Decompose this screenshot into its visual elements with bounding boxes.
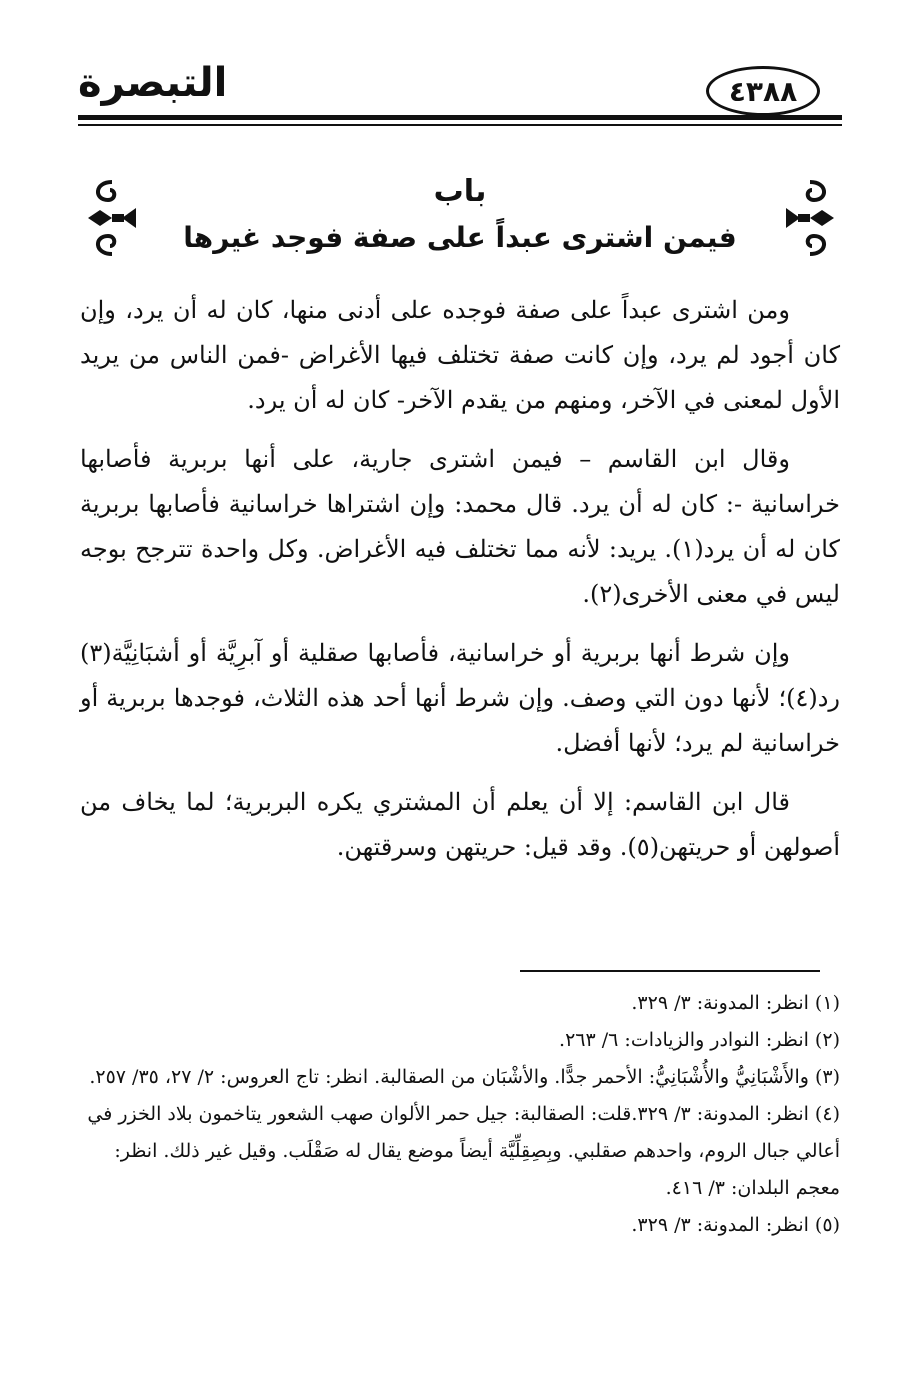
header-rule-thin xyxy=(78,124,842,126)
header-rule xyxy=(78,115,842,120)
chapter-label: باب xyxy=(433,174,487,209)
footnote: (٥) انظر: المدونة: ٣/ ٣٢٩. xyxy=(631,1214,840,1236)
book-title: التبصرة xyxy=(78,60,228,106)
paragraph: ومن اشترى عبداً على صفة فوجده على أدنى منها، كان له أن يرد، وإن كان أجود لم يرد، وإن كانت صفة تختلف فيها الأغراض -فمن الناس من يريد الأول لمعنى في الآخر، ومنهم من يقدم الآخر- كان له أن يرد. xyxy=(80,296,841,414)
paragraph: وإن شرط أنها بربرية أو خراسانية، فأصابها صقلية أو آبرِيَّة أو أشبَانِيَّة(٣) رد(٤)؛ لأنها دون التي وصف. وإن شرط أنها أحد هذه الثلاث، فوجدها بربرية أو خراسانية لم يرد؛ لأنها أفضل. xyxy=(80,639,840,757)
page-number: ٤٣٨٨ xyxy=(706,66,820,116)
page-header xyxy=(78,60,842,130)
footnote: (٣) والأَشْبَانِيُّ والأُشْبَانِيُّ: الأحمر جدًّا. والأشْبَان من الصقالبة. انظر: تاج العروس: ٢/ ٢٧، ٣٥/ ٢٥٧. xyxy=(89,1066,840,1088)
chapter-title: فيمن اشترى عبداً على صفة فوجد غيرها xyxy=(183,221,737,254)
paragraph: قال ابن القاسم: إلا أن يعلم أن المشتري يكره البربرية؛ لما يخاف من أصولهن أو حريتهن(٥). وقد قيل: حريتهن وسرقتهن. xyxy=(80,788,840,861)
footnote-separator xyxy=(520,970,820,972)
footnotes xyxy=(80,985,840,1244)
footnote: (٤) انظر: المدونة: ٣/ ٣٢٩.قلت: الصقالبة: جيل حمر الألوان صهب الشعور يتاخمون بلاد الخزر في أعالي جبال الروم، واحدهم صقلبي. وبِصِقِلِّيَّة أيضاً موضع يقال له صَقْلَب. وقيل غير ذلك. انظر: معجم البلدان: ٣/ ٤١٦. xyxy=(87,1103,840,1199)
paragraph: وقال ابن القاسم – فيمن اشترى جارية، على أنها بربرية فأصابها خراسانية -: كان له أن يرد. قال محمد: وإن اشتراها خراسانية فأصابها بربرية كان له أن يرد(١). يريد: لأنه مما تختلف فيه الأغراض. وكل واحدة تترجح بوجه ليس في معنى الأخرى(٢). xyxy=(80,445,840,608)
ornament-icon xyxy=(780,178,840,258)
chapter-heading xyxy=(150,170,770,262)
ornament-icon xyxy=(82,178,142,258)
main-text xyxy=(80,288,840,884)
footnote: (١) انظر: المدونة: ٣/ ٣٢٩. xyxy=(631,992,840,1014)
footnote: (٢) انظر: النوادر والزيادات: ٦/ ٢٦٣. xyxy=(559,1029,840,1051)
